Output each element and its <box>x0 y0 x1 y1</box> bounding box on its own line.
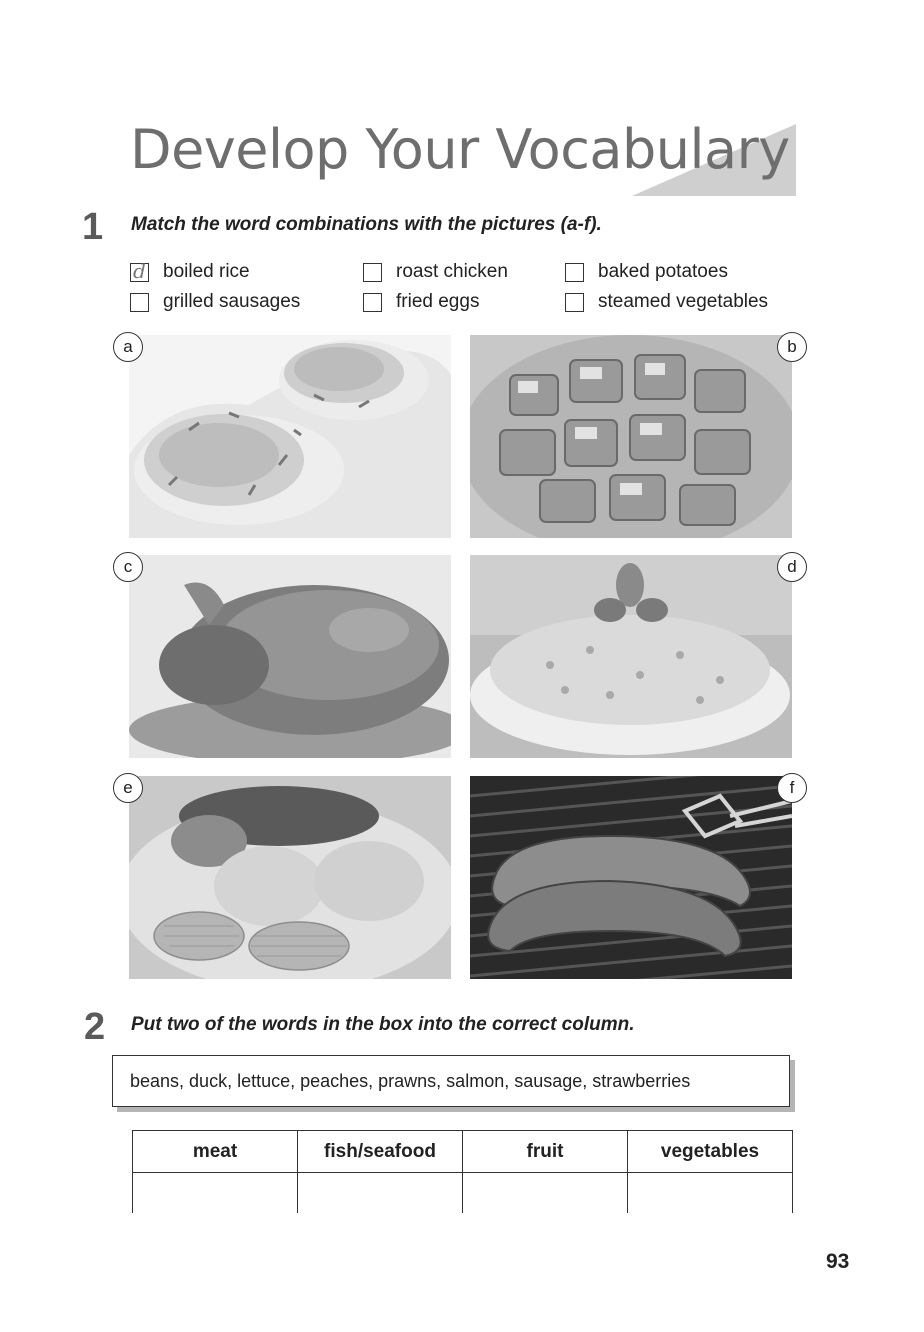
column-header-vegetables: vegetables <box>628 1131 793 1173</box>
answer-cell-fish-seafood[interactable] <box>298 1173 463 1213</box>
answer-checkbox[interactable] <box>363 293 382 312</box>
option-grilled-sausages[interactable] <box>130 291 300 313</box>
title-banner <box>130 118 796 200</box>
answer-checkbox[interactable] <box>565 263 584 282</box>
answer-checkbox[interactable] <box>130 293 149 312</box>
answer-checkbox[interactable] <box>363 263 382 282</box>
picture-letter-d: d <box>777 552 807 582</box>
fried-eggs-photo <box>129 335 451 538</box>
exercise-1-instruction: Match the word combinations with the pictures (a-f). <box>131 214 602 235</box>
baked-potatoes-photo <box>470 335 792 538</box>
option-fried-eggs[interactable] <box>363 291 479 313</box>
option-label: baked potatoes <box>598 261 728 282</box>
option-baked-potatoes[interactable] <box>565 261 728 283</box>
answer-value: d <box>133 258 146 283</box>
option-boiled-rice[interactable] <box>130 258 250 283</box>
word-list: beans, duck, lettuce, peaches, prawns, salmon, sausage, strawberries <box>130 1070 691 1091</box>
answer-cell-meat[interactable] <box>133 1173 298 1213</box>
option-label: fried eggs <box>396 291 480 312</box>
exercise-2-number: 2 <box>84 1006 106 1048</box>
word-box <box>112 1055 790 1107</box>
steamed-vegetables-photo <box>129 776 451 979</box>
picture-letter-b: b <box>777 332 807 362</box>
picture-letter-c: c <box>113 552 143 582</box>
option-roast-chicken[interactable] <box>363 261 508 283</box>
roast-chicken-photo <box>129 555 451 758</box>
column-header-fruit: fruit <box>463 1131 628 1173</box>
exercise-1-number: 1 <box>82 206 104 248</box>
answer-checkbox[interactable] <box>565 293 584 312</box>
picture-letter-a: a <box>113 332 143 362</box>
answer-checkbox[interactable] <box>130 258 149 283</box>
grilled-sausages-photo <box>470 776 792 979</box>
column-header-fish-seafood: fish/seafood <box>298 1131 463 1173</box>
answer-cell-fruit[interactable] <box>463 1173 628 1213</box>
page-title: Develop Your Vocabulary <box>130 118 790 181</box>
option-label: grilled sausages <box>163 291 301 312</box>
answer-cell-vegetables[interactable] <box>628 1173 793 1213</box>
page-number: 93 <box>826 1250 850 1273</box>
rice-dish-photo <box>470 555 792 758</box>
option-label: steamed vegetables <box>598 291 769 312</box>
picture-letter-e: e <box>113 773 143 803</box>
option-label: roast chicken <box>396 261 508 282</box>
option-label: boiled rice <box>163 261 250 282</box>
sorting-table <box>132 1130 793 1212</box>
exercise-2-instruction: Put two of the words in the box into the correct column. <box>131 1014 635 1035</box>
picture-letter-f: f <box>777 773 807 803</box>
option-steamed-vegetables[interactable] <box>565 291 768 313</box>
column-header-meat: meat <box>133 1131 298 1173</box>
